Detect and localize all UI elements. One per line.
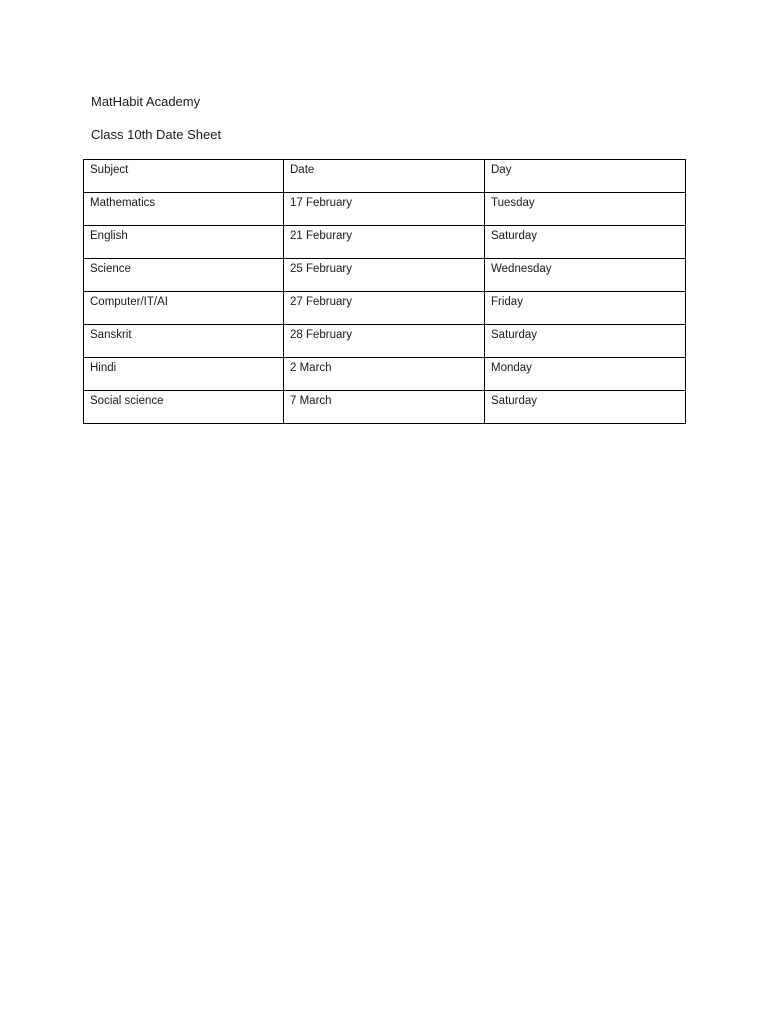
subject-cell: Mathematics [84,193,284,226]
subject-cell: Computer/IT/AI [84,292,284,325]
date-sheet-table [83,159,686,424]
day-cell: Wednesday [485,259,686,292]
table-row [84,292,686,325]
table-row [84,226,686,259]
subject-cell: Sanskrit [84,325,284,358]
table-row [84,391,686,424]
date-cell: 27 February [284,292,485,325]
header-cell-subject: Subject [84,160,284,193]
header-cell-day: Day [485,160,686,193]
day-cell: Saturday [485,325,686,358]
subject-cell: Social science [84,391,284,424]
table-row [84,358,686,391]
date-cell: 7 March [284,391,485,424]
date-cell: 25 February [284,259,485,292]
subject-cell: Science [84,259,284,292]
date-cell: 21 Feburary [284,226,485,259]
table-row [84,259,686,292]
header-cell-date: Date [284,160,485,193]
date-cell: 2 March [284,358,485,391]
day-cell: Saturday [485,226,686,259]
subject-cell: Hindi [84,358,284,391]
table-row [84,193,686,226]
table-header-row [84,160,686,193]
day-cell: Friday [485,292,686,325]
date-cell: 28 February [284,325,485,358]
organization-name: MatHabit Academy [91,94,201,109]
table-row [84,325,686,358]
day-cell: Tuesday [485,193,686,226]
day-cell: Saturday [485,391,686,424]
subject-cell: English [84,226,284,259]
day-cell: Monday [485,358,686,391]
document-title: Class 10th Date Sheet [91,127,222,142]
date-cell: 17 February [284,193,485,226]
